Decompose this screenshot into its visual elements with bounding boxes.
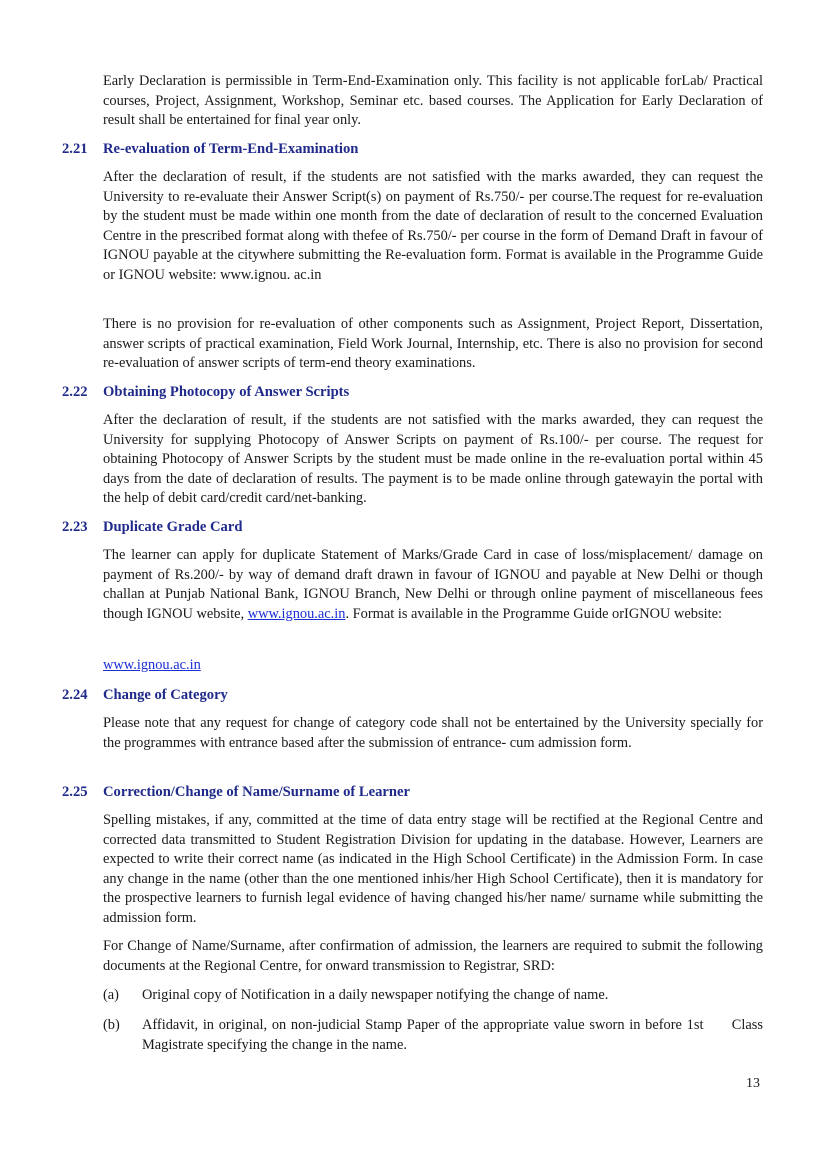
ignou-website-link[interactable]: www.ignou.ac.in <box>103 657 201 673</box>
section-2-21-heading <box>62 140 762 159</box>
section-2-22-heading <box>62 383 762 402</box>
section-title: Duplicate Grade Card <box>103 519 243 535</box>
section-2-25-paragraph-1: Spelling mistakes, if any, committed at the time of data entry stage will be rectified at the Regional Centre and corrected data transmitted to Student Registration Division for updating in the database. However, Learners are expected to write their correct name (as indicated in the High School Certificate) in the Admission Form. In case any change in the name (other than the one mentioned inhis/her High School Certificate), then it is mandatory for the prospective learners to furnish legal evidence of having changed his/her name/ surname while submitting the admission form. <box>103 812 763 926</box>
paragraph-text: The learner can apply for duplicate Statement of Marks/Grade Card in case of loss/misplacement/ damage on payment of Rs.200/- by way of demand draft drawn in favour of IGNOU and payable at New Delhi or though challan at Punjab National Bank, IGNOU Branch, New Delhi or through online payment of miscellaneous fees though IGNOU website, <box>103 547 763 622</box>
section-title: Correction/Change of Name/Surname of Learner <box>103 784 410 800</box>
section-2-21-paragraph-1: After the declaration of result, if the students are not satisfied with the marks awarded, they can request the University to re-evaluate their Answer Script(s) on payment of Rs.750/- per course.The request for re-evaluation by the student must be made within one month from the date of declaration of result to the concerned Evaluation Centre in the prescribed format along with thefee of Rs.750/- per course in the form of Demand Draft in favour of IGNOU payable at the citywhere submitting the Re-evaluation form. Format is available in the Programme Guide or IGNOU website: www.ignou. ac.in <box>103 169 763 283</box>
section-2-25-paragraph-2: For Change of Name/Surname, after confirmation of admission, the learners are required to submit the following documents at the Regional Centre, for onward transmission to Registrar, SRD: <box>103 938 763 974</box>
section-2-23-paragraph-2 <box>103 656 763 676</box>
list-item <box>103 1016 767 1055</box>
section-number: 2.23 <box>62 519 88 535</box>
section-number: 2.24 <box>62 687 88 703</box>
paragraph-text: . Format is available in the Programme Guide orIGNOU website: <box>345 605 722 622</box>
section-2-22-paragraph-1: After the declaration of result, if the students are not satisfied with the marks awarded, they can request the University for supplying Photocopy of Answer Scripts on payment of Rs.100/- per course. The request for obtaining Photocopy of Answer Scripts by the student must be made online in the re-evaluation portal within 45 days from the date of declaration of results. The payment is to be made online through gatewayin the portal with the help of debit card/credit card/net-banking. <box>103 412 763 507</box>
list-item-label: (a) <box>103 987 119 1003</box>
section-title: Obtaining Photocopy of Answer Scripts <box>103 384 350 400</box>
section-2-24-paragraph-1: Please note that any request for change of category code shall not be entertained by the University specially for the programmes with entrance based after the submission of entrance- cum admission form. <box>103 715 763 751</box>
section-2-24-heading <box>62 686 762 705</box>
section-title: Change of Category <box>103 687 228 703</box>
list-item <box>103 986 763 1006</box>
intro-paragraph: Early Declaration is permissible in Term-End-Examination only. This facility is not applicable forLab/ Practical courses, Project, Assignment, Workshop, Seminar etc. based courses. The Application for Early Declaration of result shall be entertained for final year only. <box>103 73 763 129</box>
list-item-label: (b) <box>103 1017 120 1033</box>
section-number: 2.22 <box>62 384 88 400</box>
section-title: Re-evaluation of Term-End-Examination <box>103 141 359 157</box>
section-2-25-heading <box>62 783 762 802</box>
list-item-text: Original copy of Notification in a daily newspaper notifying the change of name. <box>142 987 609 1003</box>
section-2-21-paragraph-2: There is no provision for re-evaluation of other components such as Assignment, Project Report, Dissertation, answer scripts of practical examination, Field Work Journal, Internship, etc. There is also no provision for second re-evaluation of answer scripts of term-end theory examinations. <box>103 316 763 372</box>
page-number: 13 <box>746 1076 760 1091</box>
section-number: 2.21 <box>62 141 88 157</box>
section-2-23-paragraph-1 <box>103 546 763 624</box>
list-item-text: Affidavit, in original, on non-judicial Stamp Paper of the appropriate value sworn in before 1st Class Magistrate specifying the change in the name. <box>142 1017 767 1053</box>
section-number: 2.25 <box>62 784 88 800</box>
section-2-23-heading <box>62 518 762 537</box>
ignou-website-link[interactable]: www.ignou.ac.in <box>247 605 346 622</box>
